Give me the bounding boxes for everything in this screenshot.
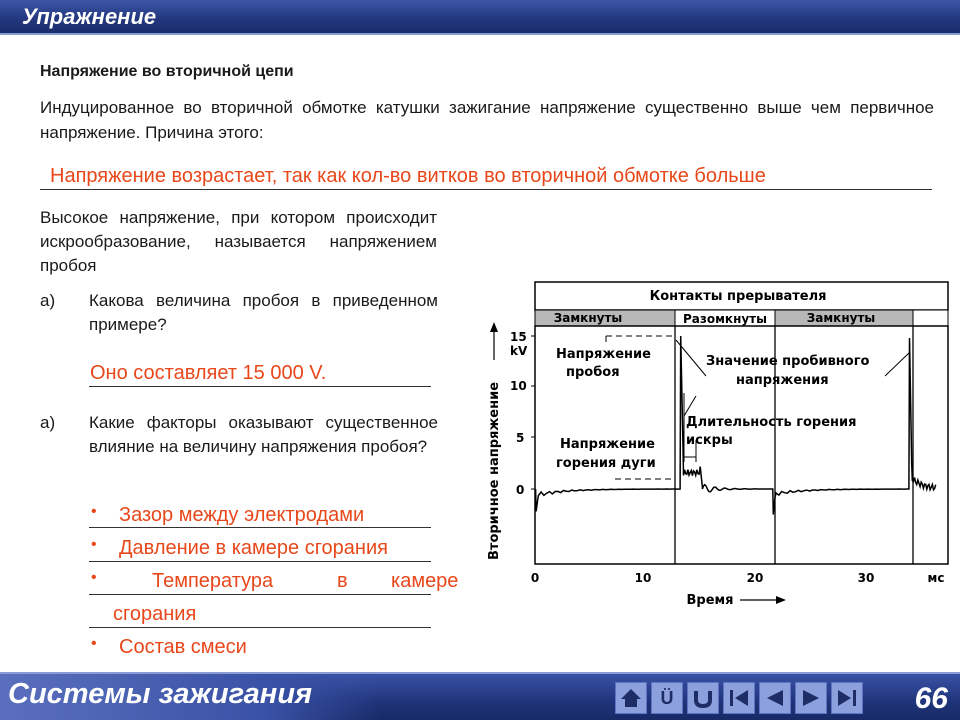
ytick-5: 5: [516, 431, 525, 445]
home-button[interactable]: [615, 682, 647, 714]
return-button[interactable]: [687, 682, 719, 714]
last-page-icon: [835, 687, 859, 709]
answer-line: [89, 386, 431, 387]
ytick-10: 10: [510, 379, 527, 393]
factor-temperature-2: в: [337, 570, 348, 592]
xtick-0: 0: [530, 571, 540, 585]
last-page-button[interactable]: [831, 682, 863, 714]
annotation-breakdown-value-2: напряжения: [736, 373, 829, 388]
bullet: •: [91, 635, 97, 652]
secondary-voltage-chart: [478, 280, 950, 610]
state-open: Разомкнуты: [683, 312, 767, 326]
first-page-icon: [727, 687, 751, 709]
xtick-30: 30: [857, 571, 875, 585]
factor-temperature-4: сгорания: [113, 603, 197, 625]
question1-text: Какова величина пробоя в приведенном примере?: [89, 291, 438, 334]
bullet: •: [91, 536, 97, 553]
factor-gap: Зазор между электродами: [119, 504, 365, 526]
annotation-breakdown-2: пробоя: [566, 365, 620, 380]
state-closed-2: Замкнуты: [806, 311, 876, 325]
yunit: kV: [510, 344, 528, 358]
home-icon: [619, 687, 643, 709]
header-bar: [0, 0, 960, 35]
factor-mixture: Состав смеси: [119, 636, 247, 658]
next-page-button[interactable]: [795, 682, 827, 714]
bullet: •: [91, 569, 97, 586]
answer-line: [40, 189, 932, 190]
question1-label: а): [40, 291, 56, 310]
question2-text: Какие факторы оказывают существенное влияние на величину напряжения пробоя?: [89, 413, 438, 456]
page-number: 66: [914, 682, 948, 715]
header-title: Упражнение: [22, 4, 157, 29]
contents-button[interactable]: [651, 682, 683, 714]
return-icon: [691, 687, 715, 709]
annotation-arc-1: Напряжение: [560, 437, 655, 452]
contents-icon: Ü: [660, 687, 674, 708]
xtick-20: 20: [746, 571, 764, 585]
answer-turns: Напряжение возрастает, так как кол-во витков во вторичной обмотке больше: [50, 165, 766, 187]
factor-pressure: Давление в камере сгорания: [119, 537, 388, 559]
answer-line: [89, 561, 431, 562]
annotation-arc-2: горения дуги: [556, 456, 656, 471]
section-subtitle: Напряжение во вторичной цепи: [40, 63, 294, 80]
state-closed-1: Замкнуты: [553, 311, 623, 325]
annotation-breakdown-value-1: Значение пробивного: [706, 354, 870, 369]
previous-page-button[interactable]: [759, 682, 791, 714]
ylabel: Вторичное напряжение: [487, 381, 502, 560]
xtick-10: 10: [634, 571, 652, 585]
intro-paragraph: Индуцированное во вторичной обмотке катушки зажигание напряжение существенно выше чем первичное напряжение. Причина этого:: [40, 98, 934, 142]
question2-label: а): [40, 413, 56, 432]
next-page-icon: [799, 687, 823, 709]
state-end-box: [913, 310, 948, 326]
navigation-bar: [615, 682, 863, 714]
ytick-15: 15: [510, 330, 527, 344]
xlabel: Время: [686, 593, 734, 608]
ylabel-arrowhead: [490, 322, 498, 332]
previous-page-icon: [763, 687, 787, 709]
footer-title-area: [0, 674, 380, 720]
first-page-button[interactable]: [723, 682, 755, 714]
answer-line: [89, 527, 431, 528]
answer-line: [89, 627, 431, 628]
bullet: •: [91, 503, 97, 520]
pointer-breakdown-2: [885, 352, 910, 376]
annotation-spark-duration-2: искры: [686, 433, 733, 448]
pointer-spark: [684, 396, 696, 416]
breakdown-paragraph: Высокое напряжение, при котором происходит искрообразование, называется напряжением пробоя: [40, 208, 437, 275]
footer-bar: [0, 672, 960, 720]
contacts-title: Контакты прерывателя: [649, 289, 827, 304]
factor-temperature-3: камере: [391, 570, 459, 592]
xlabel-arrowhead: [776, 596, 786, 604]
answer-line: [89, 594, 431, 595]
footer-title: Системы зажигания: [8, 678, 313, 710]
answer-breakdown-value: Оно составляет 15 000 V.: [90, 362, 327, 384]
xunit: мс: [927, 571, 945, 585]
annotation-spark-duration-1: Длительность горения: [686, 415, 857, 430]
factor-temperature-1: Температура: [152, 570, 274, 592]
annotation-breakdown-1: Напряжение: [556, 347, 651, 362]
ytick-0: 0: [516, 483, 525, 497]
